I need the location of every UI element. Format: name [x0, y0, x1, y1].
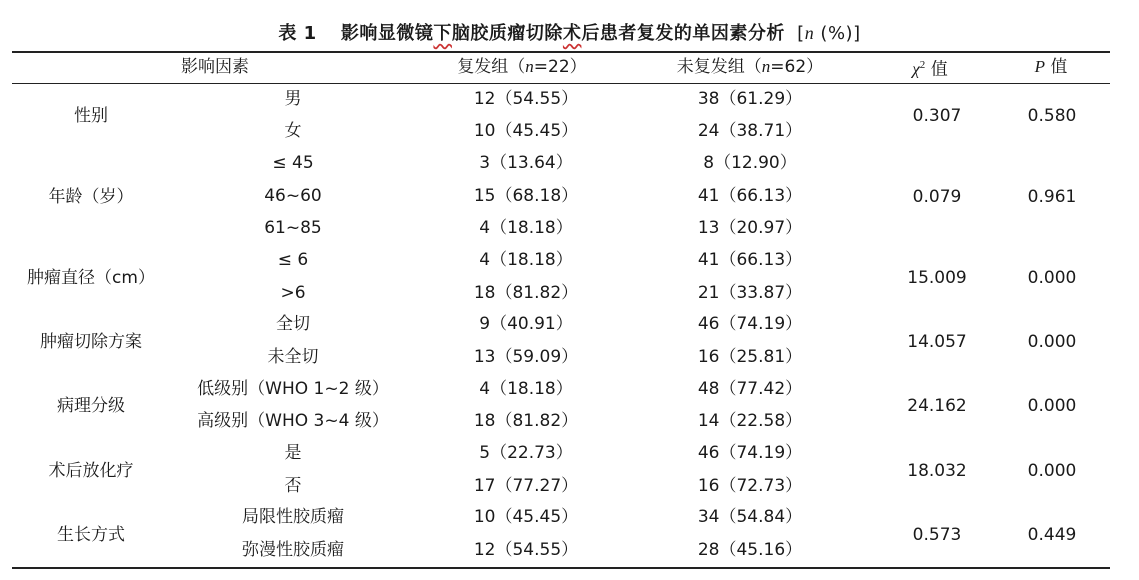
- recurrence-count: 4（18.18）: [479, 379, 573, 399]
- factor-name: 年龄（岁）: [48, 186, 134, 207]
- chi-square-value: 24.162: [907, 396, 967, 416]
- header-chi-square: $\chi^2$ 值: [912, 58, 948, 80]
- factor-name: 肿瘤直径（cm）: [27, 267, 155, 288]
- table-number: 表 1: [278, 23, 317, 44]
- no-recurrence-count: 34（54.84）: [697, 507, 803, 527]
- no-recurrence-count: 28（45.16）: [697, 540, 803, 560]
- header-no-recurrence-group: 未复发组（n=62）: [676, 57, 824, 77]
- recurrence-count: 10（45.45）: [473, 507, 579, 527]
- no-recurrence-count: 38（61.29）: [697, 89, 803, 109]
- factor-level: 全切: [276, 314, 310, 334]
- chi-square-value: 0.079: [912, 186, 962, 207]
- no-recurrence-count: 41（66.13）: [697, 186, 803, 206]
- chi-square-value: 18.032: [907, 460, 967, 481]
- no-recurrence-count: 14（22.58）: [697, 411, 803, 431]
- chi-square-value: 15.009: [907, 267, 967, 288]
- factor-level: 局限性胶质瘤: [242, 507, 344, 527]
- chi-square-value: 0.573: [912, 524, 962, 545]
- recurrence-count: 9（40.91）: [479, 314, 573, 334]
- factor-level: >6: [280, 283, 306, 303]
- factor-name: 肿瘤切除方案: [40, 331, 142, 352]
- factor-level: 61~85: [264, 218, 322, 238]
- no-recurrence-count: 24（38.71）: [697, 121, 803, 141]
- recurrence-count: 18（81.82）: [473, 411, 579, 431]
- table-statistic: [n (%)]: [797, 23, 861, 44]
- factor-level: 女: [284, 121, 302, 141]
- factor-name: 生长方式: [57, 524, 125, 545]
- factor-name: 性别: [74, 106, 108, 126]
- no-recurrence-count: 16（72.73）: [697, 476, 803, 496]
- no-recurrence-count: 8（12.90）: [703, 153, 797, 173]
- factor-level: 是: [284, 443, 302, 463]
- table-bottom-rule: [12, 567, 1110, 569]
- header-factor: 影响因素: [181, 57, 249, 77]
- chi-square-value: 14.057: [907, 331, 967, 352]
- recurrence-count: 12（54.55）: [473, 89, 579, 109]
- factor-level: 46~60: [264, 186, 322, 206]
- no-recurrence-count: 21（33.87）: [697, 283, 803, 303]
- factor-level: ≤ 6: [277, 250, 309, 270]
- recurrence-count: 15（68.18）: [473, 186, 579, 206]
- recurrence-count: 18（81.82）: [473, 283, 579, 303]
- header-recurrence-group: 复发组（n=22）: [457, 57, 587, 77]
- factor-level: 未全切: [267, 347, 319, 367]
- table-title: [0, 20, 1139, 46]
- no-recurrence-count: 48（77.42）: [697, 379, 803, 399]
- p-value: 0.000: [1027, 331, 1077, 352]
- p-value: 0.000: [1027, 396, 1077, 416]
- no-recurrence-count: 46（74.19）: [697, 314, 803, 334]
- no-recurrence-count: 46（74.19）: [697, 443, 803, 463]
- no-recurrence-count: 41（66.13）: [697, 250, 803, 270]
- factor-level: 高级别（WHO 3~4 级）: [197, 411, 389, 431]
- factor-level: ≤ 45: [272, 153, 314, 173]
- no-recurrence-count: 13（20.97）: [697, 218, 803, 238]
- recurrence-count: 4（18.18）: [479, 218, 573, 238]
- recurrence-count: 3（13.64）: [479, 153, 573, 173]
- factor-level: 男: [284, 89, 302, 109]
- factor-name: 病理分级: [57, 396, 125, 416]
- recurrence-count: 17（77.27）: [473, 476, 579, 496]
- chi-square-value: 0.307: [912, 106, 962, 126]
- recurrence-count: 13（59.09）: [473, 347, 579, 367]
- recurrence-count: 10（45.45）: [473, 121, 579, 141]
- table-caption: 影响显微镜下脑胶质瘤切除术后患者复发的单因素分析: [340, 23, 785, 44]
- factor-level: 弥漫性胶质瘤: [242, 540, 344, 560]
- p-value: 0.449: [1027, 524, 1077, 545]
- header-p-value: P 值: [1034, 57, 1068, 77]
- p-value: 0.580: [1027, 106, 1077, 126]
- factor-level: 低级别（WHO 1~2 级）: [197, 379, 389, 399]
- recurrence-count: 12（54.55）: [473, 540, 579, 560]
- p-value: 0.000: [1027, 267, 1077, 288]
- recurrence-count: 5（22.73）: [479, 443, 573, 463]
- table-top-rule: [12, 51, 1110, 53]
- no-recurrence-count: 16（25.81）: [697, 347, 803, 367]
- p-value: 0.000: [1027, 460, 1077, 481]
- factor-name: 术后放化疗: [48, 460, 134, 481]
- factor-level: 否: [284, 476, 302, 496]
- table-header-rule: [12, 83, 1110, 84]
- p-value: 0.961: [1027, 186, 1077, 207]
- recurrence-count: 4（18.18）: [479, 250, 573, 270]
